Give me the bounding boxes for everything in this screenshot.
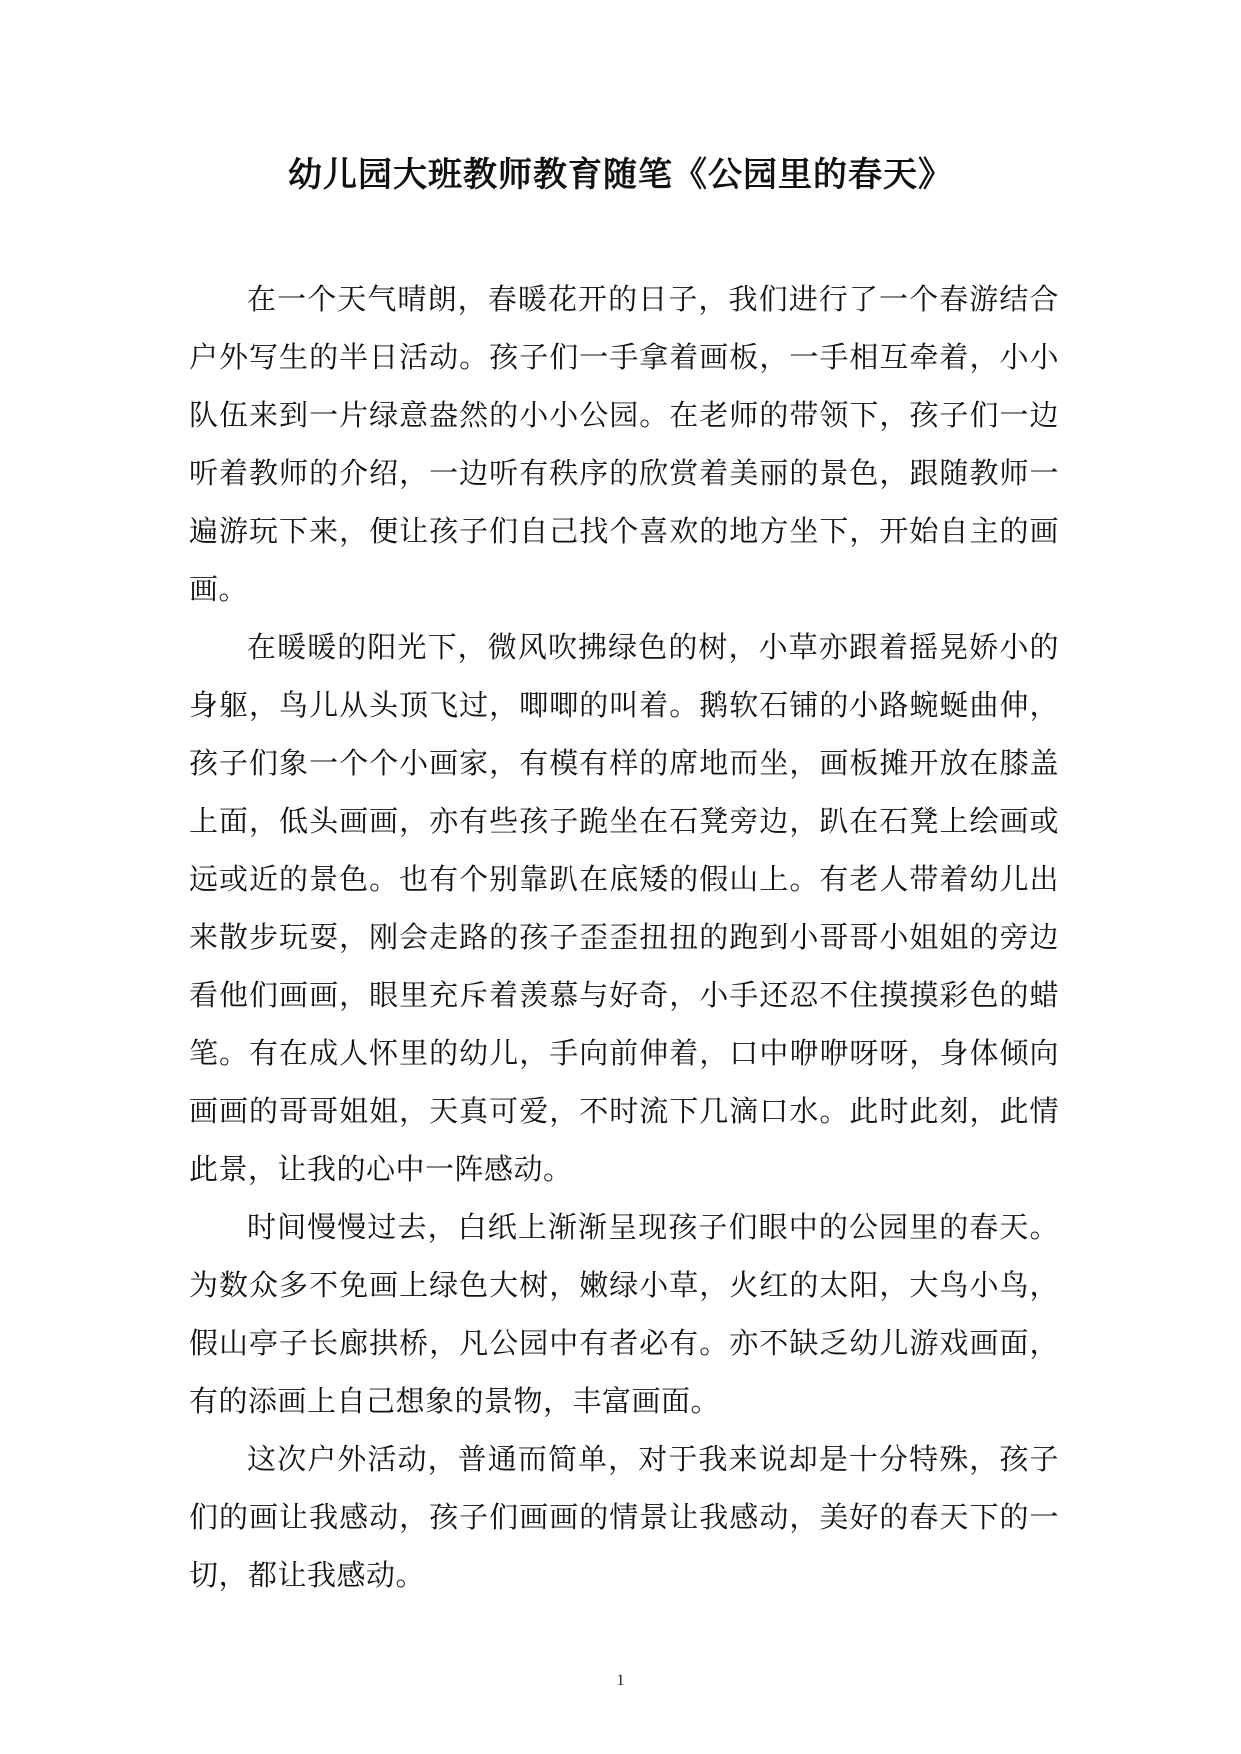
paragraph-3: 时间慢慢过去，白纸上渐渐呈现孩子们眼中的公园里的春天。为数众多不免画上绿色大树，嫩绿小草，火红的太阳，大鸟小鸟，假山亭子长廊拱桥，凡公园中有者必有。亦不缺乏幼儿游戏画面，有的添画上自己想象的景物，丰富画面。 (189, 1210, 1059, 1418)
document-body (189, 270, 1059, 1604)
paragraph-1: 在一个天气晴朗，春暖花开的日子，我们进行了一个春游结合户外写生的半日活动。孩子们一手拿着画板，一手相互牵着，小小队伍来到一片绿意盎然的小小公园。在老师的带领下，孩子们一边听着教师的介绍，一边听有秩序的欣赏着美丽的景色，跟随教师一遍游玩下来，便让孩子们自己找个喜欢的地方坐下，开始自主的画画。 (189, 282, 1059, 606)
paragraph-2: 在暖暖的阳光下，微风吹拂绿色的树，小草亦跟着摇晃娇小的身躯，鸟儿从头顶飞过，唧唧的叫着。鹅软石铺的小路蜿蜒曲伸，孩子们象一个个小画家，有模有样的席地而坐，画板摊开放在膝盖上面，低头画画，亦有些孩子跪坐在石凳旁边，趴在石凳上绘画或远或近的景色。也有个别靠趴在底矮的假山上。有老人带着幼儿出来散步玩耍，刚会走路的孩子歪歪扭扭的跑到小哥哥小姐姐的旁边看他们画画，眼里充斥着羡慕与好奇，小手还忍不住摸摸彩色的蜡笔。有在成人怀里的幼儿，手向前伸着，口中咿咿呀呀，身体倾向画画的哥哥姐姐，天真可爱，不时流下几滴口水。此时此刻，此情此景，让我的心中一阵感动。 (189, 630, 1059, 1186)
document-title: 幼儿园大班教师教育随笔《公园里的春天》 (288, 155, 953, 195)
page-number: 1 (616, 1672, 625, 1689)
paragraph-4: 这次户外活动，普通而简单，对于我来说却是十分特殊，孩子们的画让我感动，孩子们画画的情景让我感动，美好的春天下的一切，都让我感动。 (189, 1442, 1059, 1592)
